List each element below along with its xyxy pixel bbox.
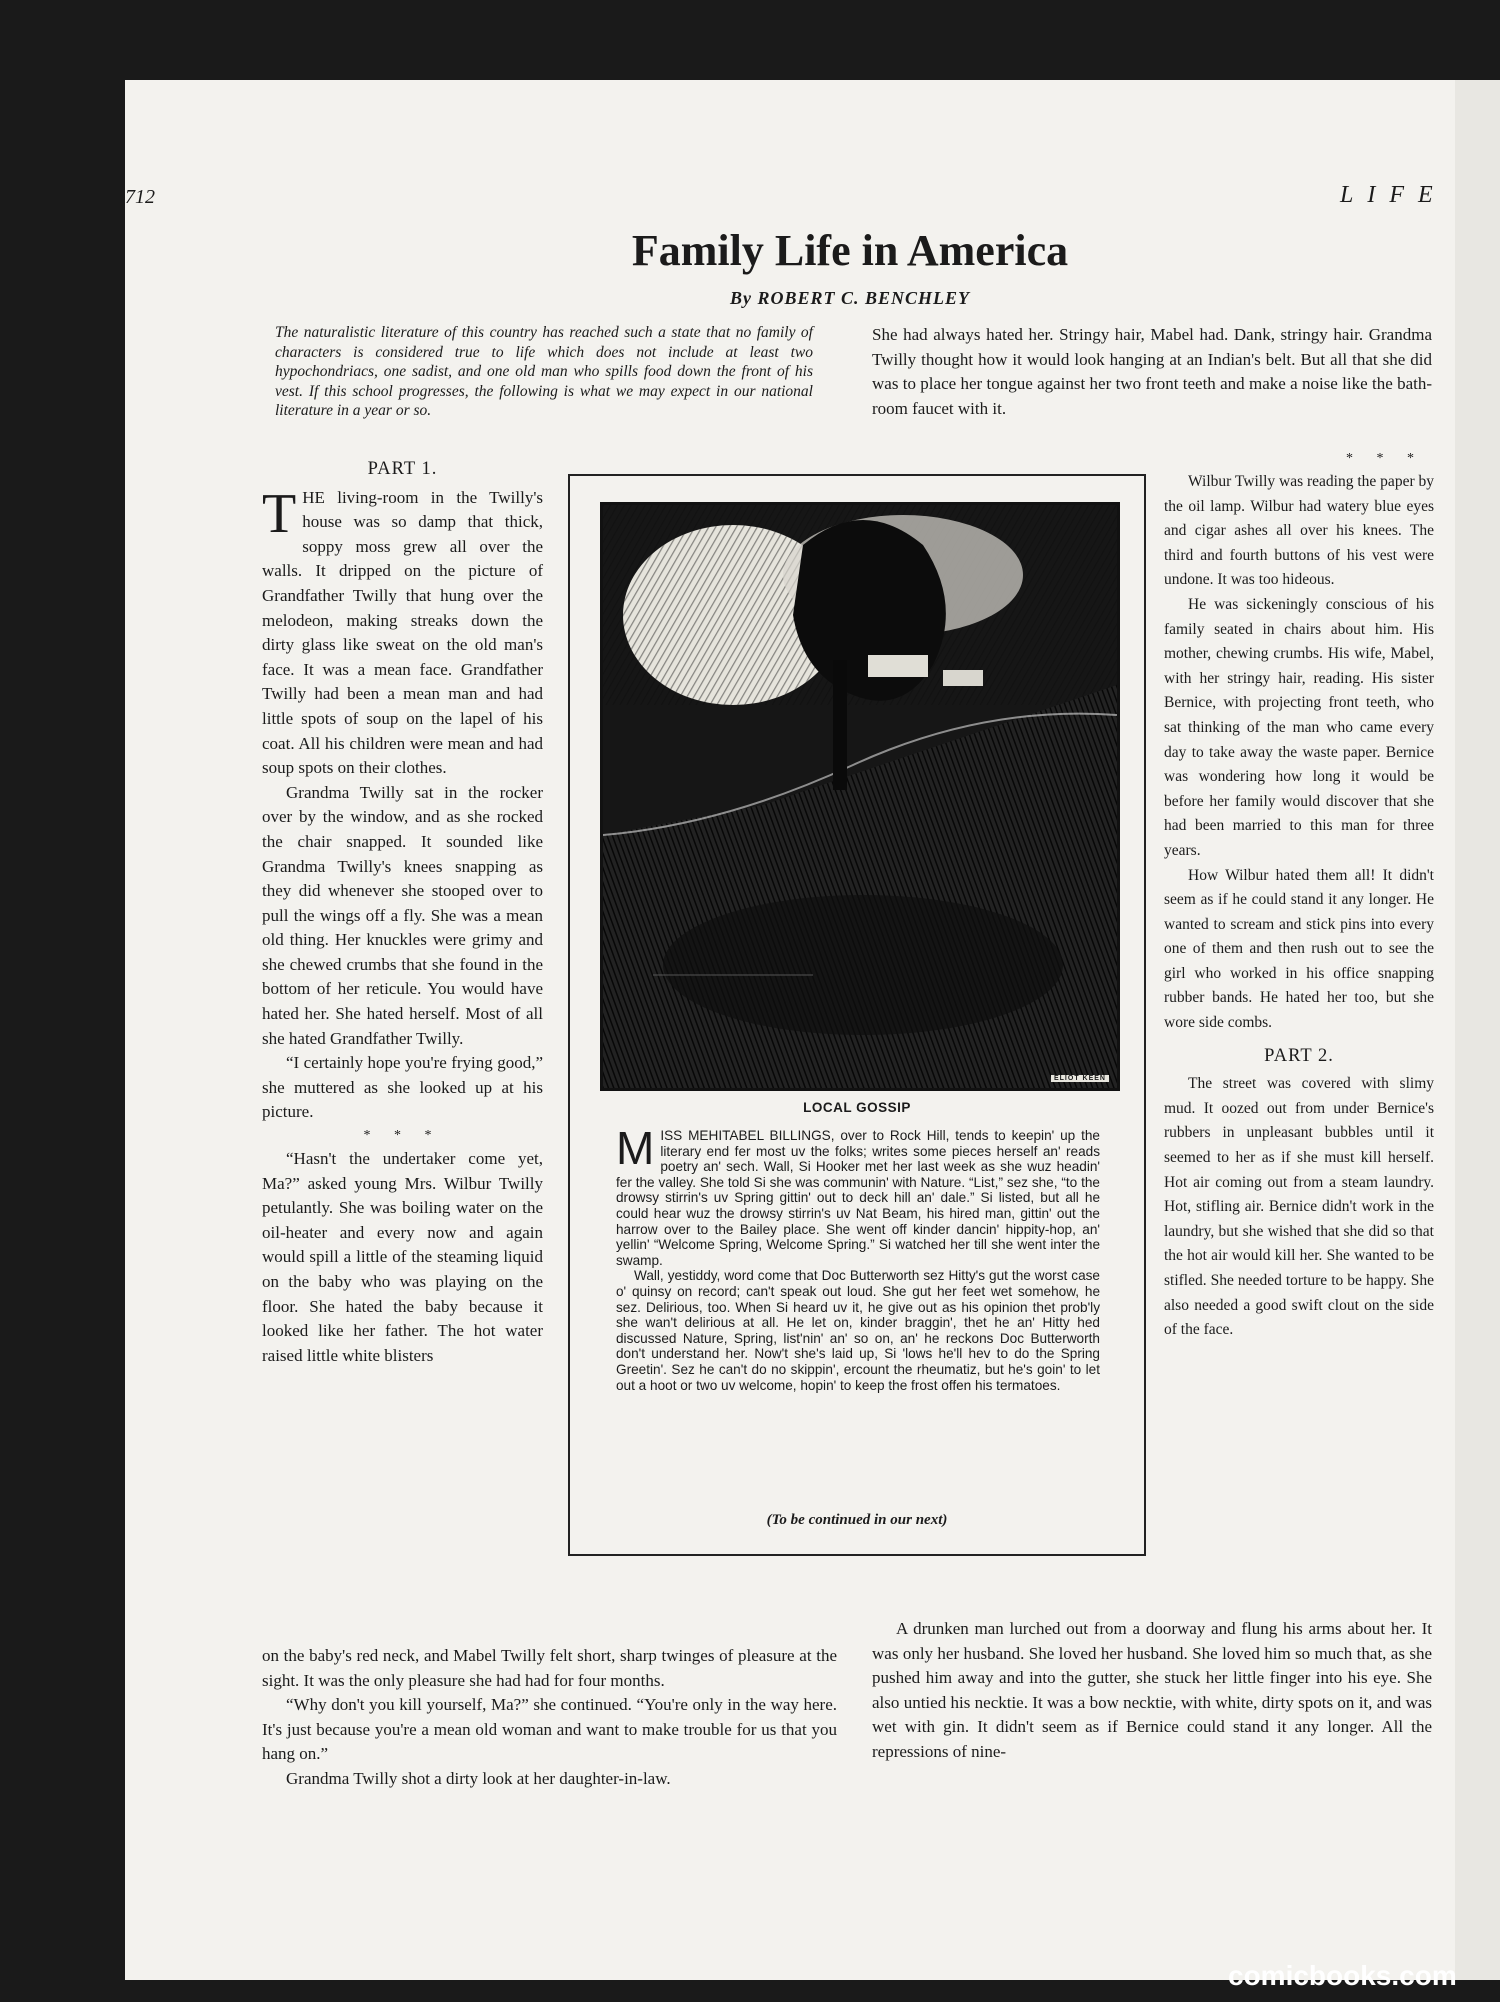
right-column (1164, 448, 1434, 1343)
gossip-paragraph-1: MISS MEHITABEL BILLINGS, over to Rock Hill, tends to keepin' up the literary end fer most uv the folks; writes some pieces herself an' reads poetry an' sech. Wall, Si Hooker met her last week as she wuz headin' fer the valley. She told Si she was communin' with Nature. “List,” sez she, “to the drowsy stirrin's uv Spring gittin' out to deck hill an' dale.” Si listed, but all he could hear wuz the drowsy stirrin's uv Nat Beam, his hired man, gittin' out the harrow over to the Bailey place. She went off kinder dancin' hippity-hop, an' yellin' “Welcome Spring, Welcome Spring.” Si watched her till she went inter the swamp. (616, 1122, 1100, 1268)
artist-signature: ELIOT KEEN (1051, 1075, 1109, 1082)
byline: By ROBERT C. BENCHLEY (729, 288, 971, 308)
site-watermark: comicbooks.com (1228, 1960, 1457, 1991)
adjacent-page-edge (1455, 80, 1500, 1980)
left-column (262, 457, 543, 1368)
right-paragraph-3: He was sickeningly conscious of his family seated in chairs about him. His mother, chewing crumbs. His wife, Mabel, with her stringy hair, reading. His sister Bernice, with projecting front teeth, who sat thinking of the man who came every day to take away the waste paper. Bernice was wondering how long it would be before her family would discover that she had been married to this man for three years. (1164, 595, 1434, 859)
bottom-left-column (262, 1644, 837, 1792)
part1-heading: PART 1. (367, 459, 438, 479)
part1-paragraph-1: THE living-room in the Twilly's house was so damp that thick, soppy moss grew all over the walls. It dripped on the picture of Grandfather Twilly that hung over the melodeon, making streaks down the dirty glass like sweat on the old man's face. It was a mean face. Grandfather Twilly had been a mean man and had little spots of soup on the lapel of his coat. All his children were mean and had soup spots on their clothes. (262, 482, 543, 778)
landscape-illustration (600, 502, 1120, 1091)
part1-paragraph-4: “Hasn't the undertaker come yet, Ma?” asked young Mrs. Wilbur Twilly petulantly. She was boiling water on the oil-heater and every now and again would spill a little of the steaming liquid on the baby who was playing on the floor. She hated the baby because it looked like her father. The hot water raised little white blisters (262, 1149, 543, 1365)
article-title: Family Life in America (631, 226, 1069, 275)
illustration-art (603, 505, 1117, 1088)
section-break: * * * (363, 1128, 442, 1144)
right-paragraph-6: A drunken man lurched out from a doorway and flung his arms about her. It was only her husband. She loved her husband. She loved him so much that, as she pushed him away and into the gutter, she stuck her little finger into his eye. She also untied his necktie. It was a bow necktie, with white, dirty spots on it, and was wet with gin. It didn't seem as if Bernice could stand it any longer. All the repressions of nine- (872, 1619, 1432, 1761)
part1-paragraph-3: “I certainly hope you're frying good,” she muttered as she looked up at his picture. (262, 1053, 543, 1122)
running-head: LIFE (1340, 182, 1447, 208)
bottom-right-column (872, 1617, 1432, 1765)
illustration-box (568, 474, 1146, 1556)
right-paragraph-4: How Wilbur hated them all! It didn't seem as if he could stand it any longer. He wanted to scream and stick pins into every one of them and then rush out to see the girl who worked in his office snapping rubber bands. He hated her too, but she wore side combs. (1164, 866, 1434, 1032)
intro-note: The naturalistic literature of this country has reached such a state that no family of characters is considered true to life which does not include at least two hypochondriacs, one sadist, and one old man who spills food down the front of his vest. If this school progresses, the following is what we may expect in our national literature in a year or so. (275, 324, 813, 419)
part1-paragraph-4-cont: on the baby's red neck, and Mabel Twilly felt short, sharp twinges of pleasure at the sight. It was the only pleasure she had had for four months. (262, 1646, 837, 1690)
gossip-paragraph-2: Wall, yestiddy, word come that Doc Butterworth sez Hitty's gut the worst case o' quinsy on record; can't speak out loud. She gut her feet wet somehow, he sez. Delirious, too. When Si heard uv it, he give out as his opinion thet prob'ly she wan't delirious at all. He let on, kinder braggin', thet he an' Hitty hed discussed Nature, Spring, list'nin' an' so on, an' he reckons Doc Butterworth don't understand her. Now't she's laid up, Si 'lows he'll hev to do the Spring Greetin'. Sez he can't do no skippin', ercount the rheumatiz, but he's goin' to let out a hoot or two uv welcome, hopin' to keep the frost offen his termatoes. (616, 1268, 1100, 1393)
gossip-heading: LOCAL GOSSIP (803, 1100, 911, 1115)
section-break-2: * * * (1346, 451, 1424, 466)
right-paragraph-5: The street was covered with slimy mud. It oozed out from under Bernice's rubbers in unpleasant bubbles until it seemed to her as if she must kill herself. Hot air coming out from a steam laundry. Hot, stifling air. Bernice didn't work in the laundry, but she wished that she did so that the hot air would kill her. She wanted to be stifled. She needed torture to be happy. She also needed a good swift clout on the side of the face. (1164, 1075, 1434, 1339)
part2-heading: PART 2. (1264, 1045, 1334, 1066)
part1-paragraph-2: Grandma Twilly sat in the rocker over by the window, and as she rocked the chair snapped. It sounded like Grandma Twilly's knees snapping as they did whenever she stooped over to pull the wings off a fly. She was a mean old thing. Her knuckles were grimy and she chewed crumbs that she found in the bottom of her reticule. You would have hated her. She hated herself. Most of all she hated Grandfather Twilly. (262, 782, 543, 1048)
dropcap-t: T (262, 482, 297, 545)
right-paragraph-2: Wilbur Twilly was reading the paper by the oil lamp. Wilbur had watery blue eyes and cigar ashes all over his knees. The third and fourth buttons of his vest were undone. It was too hideous. (1164, 473, 1434, 589)
right-paragraph-1: She had always hated her. Stringy hair, Mabel had. Dank, stringy hair. Grandma Twilly thought how it would look hanging at an Indian's belt. But all that she did was to place her tongue against her two front teeth and make a noise like the bath-room faucet with it. (872, 325, 1432, 418)
gossip-text (616, 1122, 1100, 1393)
page-number: 712 (125, 186, 155, 208)
part1-paragraph-5: “Why don't you kill yourself, Ma?” she continued. “You're only in the way here. It's just because you're a mean old woman and want to make trouble for us that you hang on.” (262, 1695, 837, 1764)
right-column-top (872, 323, 1432, 421)
dropcap-m: M (616, 1122, 655, 1174)
continued-note: (To be continued in our next) (766, 1512, 948, 1528)
part1-paragraph-6: Grandma Twilly shot a dirty look at her daughter-in-law. (286, 1768, 671, 1788)
